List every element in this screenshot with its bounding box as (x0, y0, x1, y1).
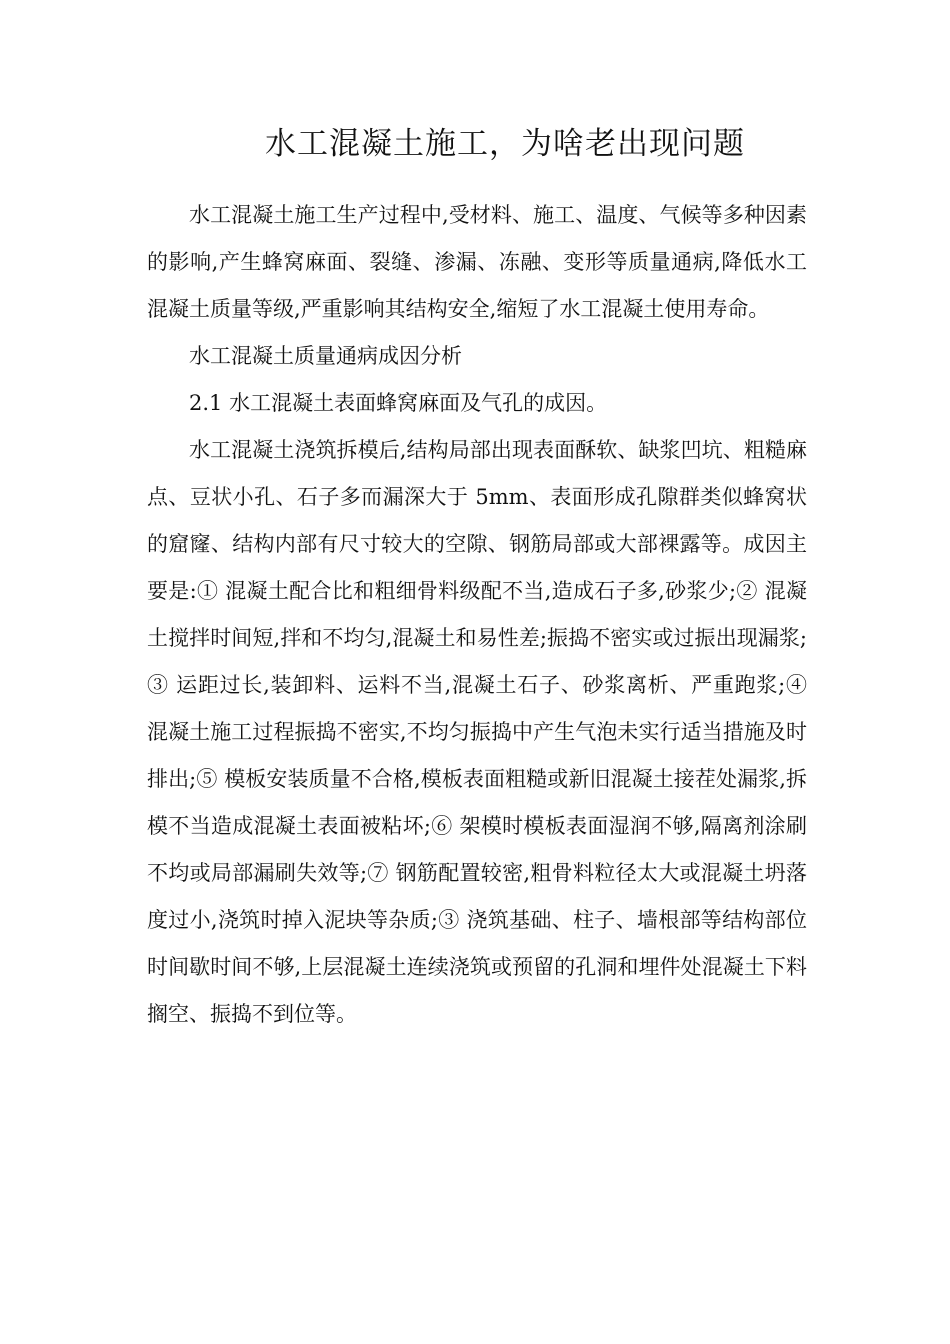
cause-analysis-paragraph: 水工混凝土浇筑拆模后,结构局部出现表面酥软、缺浆凹坑、粗糙麻点、豆状小孔、石子多而漏深大于 5mm、表面形成孔隙群类似蜂窝状的窟窿、结构内部有尺寸较大的空隙、钢筋局部或大部裸露等。成因主要是:① 混凝土配合比和粗细骨料级配不当,造成石子多,砂浆少;② 混凝土搅拌时间短,拌和不均匀,混凝土和易性差;振捣不密实或过振出现漏浆;③ 运距过长,装卸料、运料不当,混凝土石子、砂浆离析、严重跑浆;④ 混凝土施工过程振捣不密实,不均匀振捣中产生气泡未实行适当措施及时排出;⑤ 模板安装质量不合格,模板表面粗糙或新旧混凝土接茬处漏浆,拆模不当造成混凝土表面被粘坏;⑥ 架模时模板表面湿润不够,隔离剂涂刷不均或局部漏刷失效等;⑦ 钢筋配置较密,粗骨料粒径太大或混凝土坍落度过小,浇筑时掉入泥块等杂质;③ 浇筑基础、柱子、墙根部等结构部位时间歇时间不够,上层混凝土连续浇筑或预留的孔洞和埋件处混凝土下料搁空、振捣不到位等。 (147, 438, 807, 1026)
intro-paragraph: 水工混凝土施工生产过程中,受材料、施工、温度、气候等多种因素的影响,产生蜂窝麻面、裂缝、渗漏、冻融、变形等质量通病,降低水工混凝土质量等级,严重影响其结构安全,缩短了水工混凝土使用寿命。 (147, 203, 807, 321)
document-body (147, 192, 807, 1038)
subsection-heading: 2.1 水工混凝土表面蜂窝麻面及气孔的成因。 (189, 391, 608, 415)
document-title: 水工混凝土施工，为啥老出现问题 (265, 126, 745, 162)
section-heading: 水工混凝土质量通病成因分析 (189, 344, 462, 368)
